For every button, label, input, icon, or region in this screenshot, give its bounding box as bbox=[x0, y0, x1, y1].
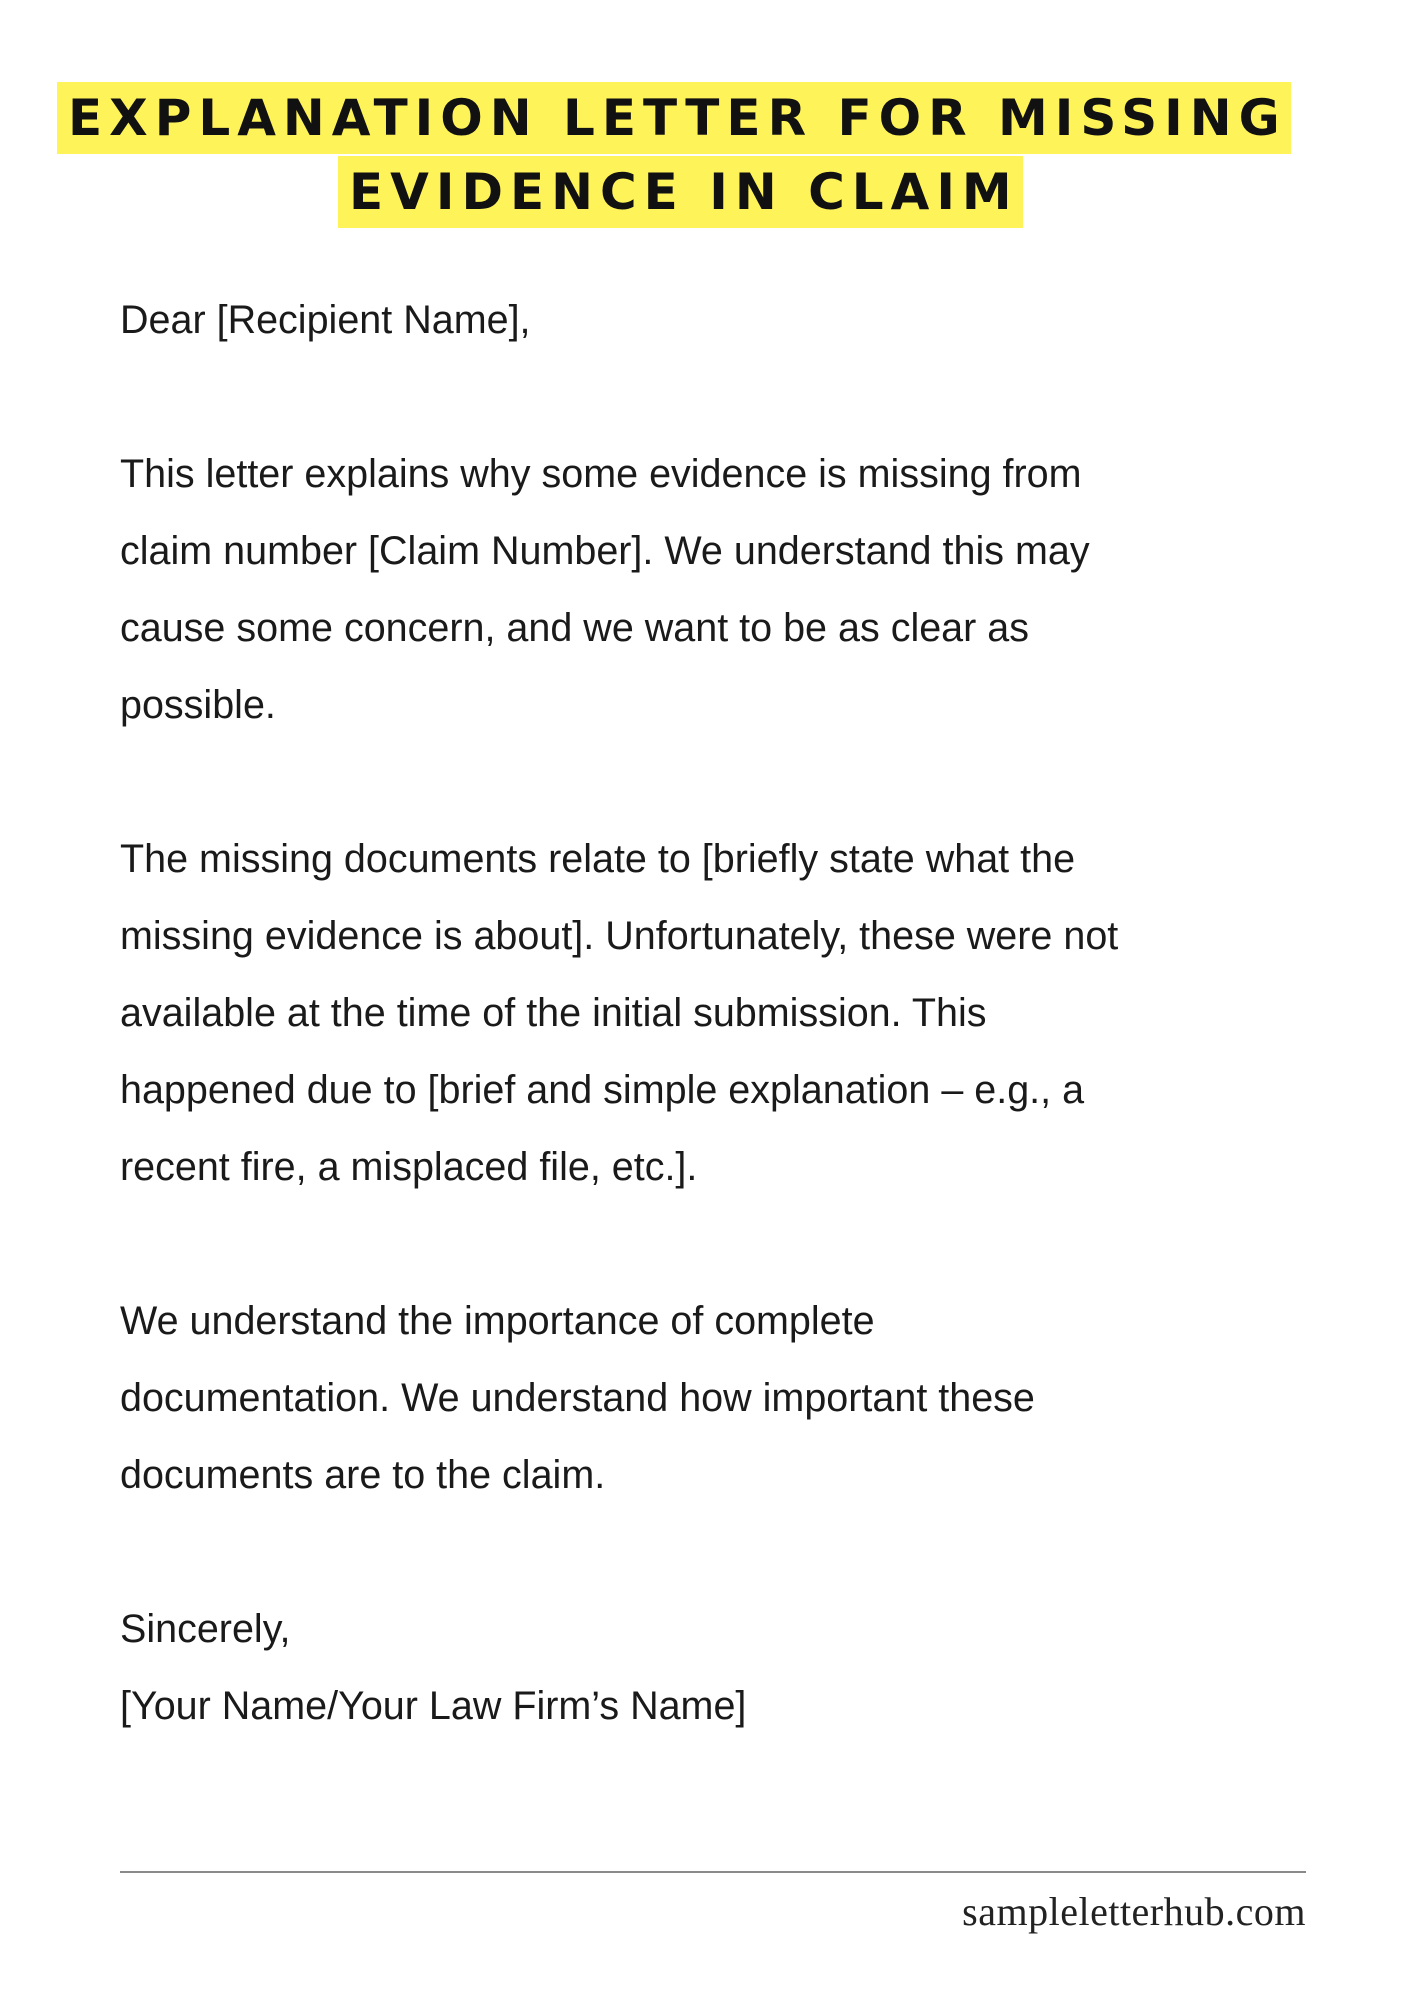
paragraph-2-line: missing evidence is about]. Unfortunately, these were not bbox=[120, 914, 1119, 958]
paragraph-2-line: available at the time of the initial submission. This bbox=[120, 991, 987, 1035]
paragraph-1-line: possible. bbox=[120, 683, 276, 727]
paragraph-2-line: recent fire, a misplaced file, etc.]. bbox=[120, 1145, 698, 1189]
paragraph-1-line: This letter explains why some evidence is missing from bbox=[120, 452, 1082, 496]
signature: [Your Name/Your Law Firm’s Name] bbox=[120, 1684, 747, 1728]
paragraph-3-line: We understand the importance of complete bbox=[120, 1299, 875, 1343]
paragraph-3-line: documentation. We understand how important these bbox=[120, 1376, 1035, 1420]
paragraph-2-line: happened due to [brief and simple explanation – e.g., a bbox=[120, 1068, 1085, 1112]
footer-website: sampleletterhub.com bbox=[962, 1889, 1306, 1934]
paragraph-1-line: cause some concern, and we want to be as clear as bbox=[120, 606, 1030, 650]
salutation: Dear [Recipient Name], bbox=[120, 298, 531, 342]
title-line-1: EXPLANATION LETTER FOR MISSING bbox=[57, 82, 1291, 154]
letter-body bbox=[120, 282, 1360, 1745]
footer-divider bbox=[120, 1871, 1306, 1873]
paragraph-1-line: claim number [Claim Number]. We understand this may bbox=[120, 529, 1090, 573]
title-line-2: EVIDENCE IN CLAIM bbox=[338, 156, 1023, 228]
paragraph-3 bbox=[120, 1283, 1360, 1514]
paragraph-2 bbox=[120, 821, 1360, 1206]
paragraph-1 bbox=[120, 436, 1360, 744]
closing: Sincerely, bbox=[120, 1607, 291, 1651]
paragraph-2-line: The missing documents relate to [briefly state what the bbox=[120, 837, 1076, 881]
paragraph-3-line: documents are to the claim. bbox=[120, 1453, 606, 1497]
sign-off bbox=[120, 1591, 1360, 1745]
